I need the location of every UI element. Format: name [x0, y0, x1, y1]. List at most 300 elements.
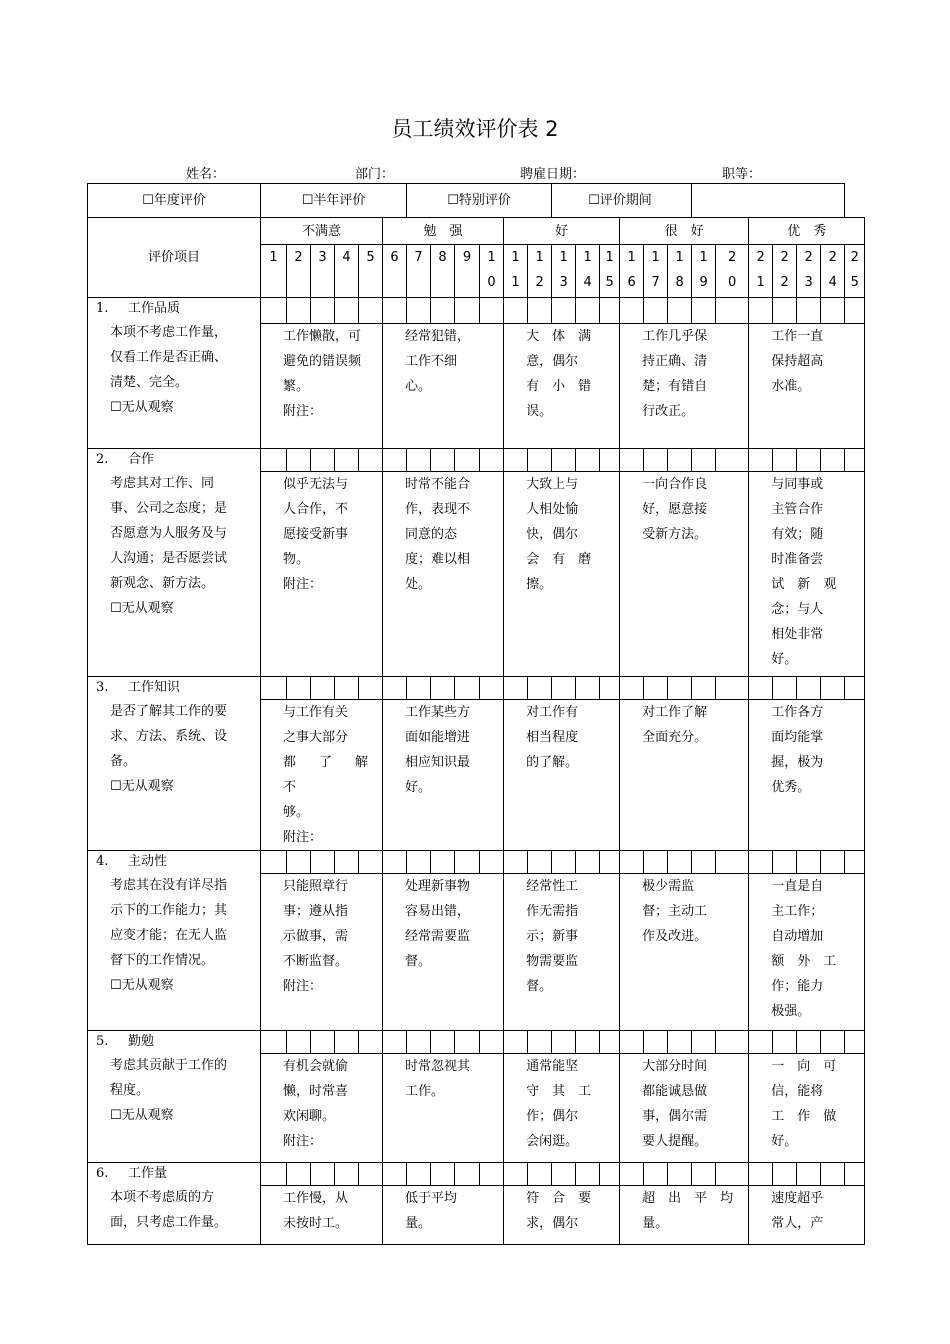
- score-box-22[interactable]: [773, 677, 797, 700]
- criterion-description-line: 应变才能；在无人监: [110, 928, 228, 943]
- score-box-10[interactable]: [480, 851, 504, 874]
- score-box-20[interactable]: [716, 1163, 749, 1186]
- level-description-line: 额 外 工: [771, 954, 837, 969]
- score-box-11[interactable]: [504, 677, 528, 700]
- criterion-description-line: 求、方法、系统、设: [110, 729, 228, 744]
- level-description-line: 督；主动工: [642, 904, 708, 919]
- score-box-19[interactable]: [692, 677, 716, 700]
- level-description-line: 人相处愉: [526, 502, 579, 517]
- group-excellent: 优 秀: [749, 218, 865, 245]
- score-box-20[interactable]: [716, 677, 749, 700]
- score-number-10: 1 0: [480, 245, 504, 298]
- score-box-18[interactable]: [668, 1031, 692, 1054]
- score-box-6[interactable]: [383, 1163, 407, 1186]
- level-description: [749, 324, 865, 449]
- score-box-15[interactable]: [600, 851, 620, 874]
- level-description-line: 懒，时常喜: [283, 1084, 349, 1099]
- criterion-description-line: 人沟通；是否愿尝试: [110, 551, 228, 566]
- score-box-8[interactable]: [431, 449, 455, 472]
- score-box-12[interactable]: [528, 677, 552, 700]
- level-description-line: 都能诚恳做: [642, 1084, 708, 1099]
- score-box-22[interactable]: [773, 851, 797, 874]
- score-number-9: 9: [455, 245, 480, 298]
- score-box-22[interactable]: [773, 1163, 797, 1186]
- score-box-24[interactable]: [821, 298, 845, 324]
- score-box-16[interactable]: [620, 1031, 644, 1054]
- score-box-9[interactable]: [455, 1163, 480, 1186]
- score-box-23[interactable]: [797, 1031, 821, 1054]
- criterion-score-row: [88, 851, 865, 874]
- level-description-line: 经常犯错，: [405, 329, 471, 345]
- level-description-line: 的了解。: [526, 755, 579, 770]
- special-review-checkbox[interactable]: ☐特别评价: [407, 184, 552, 218]
- score-box-2[interactable]: [287, 298, 311, 324]
- score-box-2[interactable]: [287, 851, 311, 874]
- score-box-1[interactable]: [261, 449, 287, 472]
- score-box-25[interactable]: [845, 851, 865, 874]
- score-box-20[interactable]: [716, 298, 749, 324]
- score-box-20[interactable]: [716, 851, 749, 874]
- criterion-item: [88, 298, 261, 449]
- score-box-6[interactable]: [383, 1031, 407, 1054]
- level-description: [383, 472, 504, 677]
- review-period-checkbox[interactable]: ☐评价期间: [552, 184, 692, 218]
- score-box-3[interactable]: [311, 1031, 335, 1054]
- grade-label: 职等：: [722, 167, 762, 182]
- score-box-14[interactable]: [576, 1031, 600, 1054]
- level-description-line: 心。: [405, 379, 432, 395]
- score-box-10[interactable]: [480, 677, 504, 700]
- score-box-21[interactable]: [749, 677, 773, 700]
- score-box-15[interactable]: [600, 677, 620, 700]
- score-box-19[interactable]: [692, 298, 716, 324]
- score-box-11[interactable]: [504, 298, 528, 324]
- evaluation-table: [87, 183, 865, 1245]
- score-box-2[interactable]: [287, 1163, 311, 1186]
- checkbox-icon[interactable]: ☐: [110, 779, 122, 794]
- not-observed-label: 无从观察: [121, 779, 174, 794]
- score-box-23[interactable]: [797, 851, 821, 874]
- score-box-5[interactable]: [359, 677, 383, 700]
- level-description-line: 时准备尝: [771, 552, 824, 567]
- score-box-17[interactable]: [644, 1163, 668, 1186]
- level-description-line: 持正确、清: [642, 354, 708, 370]
- score-box-19[interactable]: [692, 1031, 716, 1054]
- score-box-14[interactable]: [576, 449, 600, 472]
- score-box-21[interactable]: [749, 851, 773, 874]
- score-box-15[interactable]: [600, 1163, 620, 1186]
- level-description: [383, 874, 504, 1031]
- level-description-line: 相当程度: [526, 730, 579, 745]
- score-box-22[interactable]: [773, 449, 797, 472]
- score-box-18[interactable]: [668, 298, 692, 324]
- score-box-17[interactable]: [644, 298, 668, 324]
- score-box-20[interactable]: [716, 1031, 749, 1054]
- score-box-3[interactable]: [311, 851, 335, 874]
- checkbox-icon[interactable]: ☐: [110, 1108, 122, 1123]
- score-box-24[interactable]: [821, 677, 845, 700]
- score-box-18[interactable]: [668, 851, 692, 874]
- not-observed-label: 无从观察: [121, 1108, 174, 1123]
- level-description-line: 繁。: [283, 379, 310, 395]
- score-box-5[interactable]: [359, 1163, 383, 1186]
- not-observed-checkbox[interactable]: [110, 395, 248, 420]
- criterion-description-line: 督下的工作情况。: [110, 953, 215, 968]
- score-box-16[interactable]: [620, 298, 644, 324]
- not-observed-label: 无从观察: [121, 601, 174, 616]
- level-description-line: 时常不能合: [405, 477, 471, 492]
- criterion-description-line: 考虑其贡献于工作的: [110, 1058, 228, 1073]
- level-description-line: 楚；有错自: [642, 379, 708, 395]
- score-box-5[interactable]: [359, 851, 383, 874]
- score-box-17[interactable]: [644, 1031, 668, 1054]
- level-description-line: 优秀。: [771, 780, 811, 795]
- criterion-description-line: 事、公司之态度；是: [110, 501, 228, 516]
- score-box-12[interactable]: [528, 1163, 552, 1186]
- score-box-21[interactable]: [749, 1031, 773, 1054]
- score-box-1[interactable]: [261, 1031, 287, 1054]
- score-box-19[interactable]: [692, 1163, 716, 1186]
- score-box-24[interactable]: [821, 851, 845, 874]
- score-box-3[interactable]: [311, 677, 335, 700]
- score-box-8[interactable]: [431, 851, 455, 874]
- score-number-8: 8: [431, 245, 455, 298]
- score-box-10[interactable]: [480, 449, 504, 472]
- score-box-6[interactable]: [383, 677, 407, 700]
- level-description-line: 相应知识最: [405, 755, 471, 770]
- level-description-line: 面如能增进: [405, 730, 471, 745]
- level-description-line: 有机会就偷: [283, 1059, 349, 1074]
- score-box-14[interactable]: [576, 851, 600, 874]
- score-number-23: 2 3: [797, 245, 821, 298]
- score-box-4[interactable]: [335, 851, 359, 874]
- score-box-17[interactable]: [644, 449, 668, 472]
- score-box-4[interactable]: [335, 449, 359, 472]
- level-description-line: 督。: [526, 979, 553, 994]
- score-box-7[interactable]: [407, 1031, 431, 1054]
- level-description: [383, 1054, 504, 1163]
- score-box-4[interactable]: [335, 677, 359, 700]
- level-description-line: 要人提醒。: [642, 1134, 708, 1149]
- score-box-7[interactable]: [407, 1163, 431, 1186]
- score-box-3[interactable]: [311, 449, 335, 472]
- level-description: [620, 700, 749, 851]
- not-observed-checkbox[interactable]: [110, 1103, 248, 1128]
- level-description-line: 工作各方: [771, 705, 824, 720]
- level-description-line: 极少需监: [642, 879, 695, 894]
- criterion-item: [88, 677, 261, 851]
- score-box-5[interactable]: [359, 449, 383, 472]
- score-box-2[interactable]: [287, 1031, 311, 1054]
- score-box-13[interactable]: [552, 298, 576, 324]
- level-description-line: 极强。: [771, 1004, 811, 1019]
- score-box-23[interactable]: [797, 677, 821, 700]
- level-description-line: 有效；随: [771, 527, 824, 542]
- score-box-3[interactable]: [311, 298, 335, 324]
- criterion-name: 工作品质: [128, 301, 181, 316]
- score-box-21[interactable]: [749, 449, 773, 472]
- level-description: [504, 874, 620, 1031]
- level-description: [620, 324, 749, 449]
- score-number-1: 1: [261, 245, 287, 298]
- score-box-15[interactable]: [600, 1031, 620, 1054]
- score-box-14[interactable]: [576, 1163, 600, 1186]
- checkbox-icon[interactable]: ☐: [110, 601, 122, 616]
- level-description-line: 面均能掌: [771, 730, 824, 745]
- score-box-9[interactable]: [455, 1031, 480, 1054]
- note-label: 附注：: [283, 404, 323, 420]
- not-observed-label: 无从观察: [121, 400, 174, 415]
- score-box-6[interactable]: [383, 298, 407, 324]
- score-box-11[interactable]: [504, 1031, 528, 1054]
- score-box-21[interactable]: [749, 298, 773, 324]
- score-box-19[interactable]: [692, 851, 716, 874]
- score-box-13[interactable]: [552, 449, 576, 472]
- score-box-4[interactable]: [335, 1031, 359, 1054]
- score-box-18[interactable]: [668, 677, 692, 700]
- score-box-10[interactable]: [480, 298, 504, 324]
- criterion-description-line: 清楚、完全。: [110, 375, 189, 390]
- criterion-description-line: 本项不考虑工作量，: [110, 325, 228, 340]
- level-description-line: 保持超高: [771, 354, 824, 370]
- period-type-row: [88, 184, 865, 218]
- score-box-5[interactable]: [359, 1031, 383, 1054]
- annual-review-checkbox[interactable]: ☐年度评价: [88, 184, 261, 218]
- group-good: 好: [504, 218, 620, 245]
- not-observed-checkbox[interactable]: [110, 774, 248, 799]
- score-box-10[interactable]: [480, 1163, 504, 1186]
- score-box-7[interactable]: [407, 851, 431, 874]
- level-description-line: 符 合 要: [526, 1191, 592, 1206]
- level-description-line: 受新方法。: [642, 527, 708, 542]
- score-box-10[interactable]: [480, 1031, 504, 1054]
- score-box-4[interactable]: [335, 298, 359, 324]
- level-description-line: 工作懒散，可: [283, 329, 362, 345]
- semiannual-review-checkbox[interactable]: ☐半年评价: [261, 184, 407, 218]
- level-description-line: 主工作；: [771, 904, 824, 919]
- score-box-11[interactable]: [504, 449, 528, 472]
- level-description-line: 速度超乎: [771, 1191, 824, 1206]
- score-box-4[interactable]: [335, 1163, 359, 1186]
- score-box-6[interactable]: [383, 449, 407, 472]
- score-box-12[interactable]: [528, 851, 552, 874]
- item-header: 评价项目: [88, 218, 261, 298]
- score-box-7[interactable]: [407, 449, 431, 472]
- criterion-description-line: 考虑其在没有详尽指: [110, 878, 228, 893]
- score-box-13[interactable]: [552, 851, 576, 874]
- score-box-25[interactable]: [845, 449, 865, 472]
- score-box-18[interactable]: [668, 449, 692, 472]
- not-observed-checkbox[interactable]: [110, 973, 248, 998]
- score-box-15[interactable]: [600, 449, 620, 472]
- level-description-line: 好。: [405, 780, 432, 795]
- criterion-title: [88, 1031, 260, 1053]
- score-box-15[interactable]: [600, 298, 620, 324]
- score-box-9[interactable]: [455, 449, 480, 472]
- score-number-16: 1 6: [620, 245, 644, 298]
- level-description-line: 常人，产: [771, 1216, 824, 1231]
- score-box-22[interactable]: [773, 298, 797, 324]
- hire-date-label: 聘雇日期：: [520, 167, 586, 182]
- criterion-title: [88, 1163, 260, 1185]
- level-description-line: 擦。: [526, 577, 553, 592]
- score-number-18: 1 8: [668, 245, 692, 298]
- score-box-17[interactable]: [644, 677, 668, 700]
- level-description-line: 物需要监: [526, 954, 579, 969]
- score-number-6: 6: [383, 245, 407, 298]
- criterion-score-row: [88, 298, 865, 324]
- score-box-18[interactable]: [668, 1163, 692, 1186]
- level-description: [261, 324, 383, 449]
- score-box-16[interactable]: [620, 677, 644, 700]
- level-description: [504, 1054, 620, 1163]
- score-box-17[interactable]: [644, 851, 668, 874]
- level-description-line: 好。: [771, 1134, 798, 1149]
- criterion-title: [88, 449, 260, 471]
- score-box-25[interactable]: [845, 298, 865, 324]
- level-description: [620, 1186, 749, 1245]
- score-box-20[interactable]: [716, 449, 749, 472]
- score-box-13[interactable]: [552, 1031, 576, 1054]
- score-box-21[interactable]: [749, 1163, 773, 1186]
- note-label: 附注：: [283, 1134, 323, 1149]
- level-description-line: 只能照章行: [283, 879, 349, 894]
- score-box-25[interactable]: [845, 677, 865, 700]
- score-box-1[interactable]: [261, 298, 287, 324]
- score-box-14[interactable]: [576, 298, 600, 324]
- score-box-11[interactable]: [504, 1163, 528, 1186]
- not-observed-checkbox[interactable]: [110, 596, 248, 621]
- criterion-number: 5.: [96, 1034, 109, 1049]
- score-box-1[interactable]: [261, 677, 287, 700]
- score-box-14[interactable]: [576, 677, 600, 700]
- level-description: [504, 324, 620, 449]
- level-description: [749, 700, 865, 851]
- score-box-2[interactable]: [287, 449, 311, 472]
- level-description: [383, 324, 504, 449]
- score-number-24: 2 4: [821, 245, 845, 298]
- score-box-8[interactable]: [431, 298, 455, 324]
- score-box-24[interactable]: [821, 1163, 845, 1186]
- score-box-1[interactable]: [261, 1163, 287, 1186]
- level-description-line: 守 其 工: [526, 1084, 592, 1099]
- review-period-field[interactable]: [692, 184, 845, 218]
- criterion-item: [88, 1163, 261, 1245]
- score-box-24[interactable]: [821, 1031, 845, 1054]
- score-box-25[interactable]: [845, 1031, 865, 1054]
- score-box-13[interactable]: [552, 1163, 576, 1186]
- score-box-8[interactable]: [431, 1163, 455, 1186]
- score-box-16[interactable]: [620, 851, 644, 874]
- level-description-line: 求，偶尔: [526, 1216, 579, 1231]
- criterion-score-row: [88, 1031, 865, 1054]
- score-box-3[interactable]: [311, 1163, 335, 1186]
- score-number-2: 2: [287, 245, 311, 298]
- score-box-19[interactable]: [692, 449, 716, 472]
- group-unsatisfactory: 不满意: [261, 218, 383, 245]
- score-box-2[interactable]: [287, 677, 311, 700]
- level-description-line: 似乎无法与: [283, 477, 349, 492]
- score-box-8[interactable]: [431, 1031, 455, 1054]
- criterion-score-row: [88, 1163, 865, 1186]
- level-description-line: 工作。: [405, 1084, 445, 1099]
- level-description-line: 处理新事物: [405, 879, 471, 894]
- score-number-25: 2 5: [845, 245, 865, 298]
- level-description-line: 全面充分。: [642, 730, 708, 745]
- score-box-12[interactable]: [528, 298, 552, 324]
- score-box-16[interactable]: [620, 449, 644, 472]
- score-box-7[interactable]: [407, 677, 431, 700]
- score-number-20: 2 0: [716, 245, 749, 298]
- checkbox-icon[interactable]: ☐: [110, 400, 122, 415]
- score-box-7[interactable]: [407, 298, 431, 324]
- level-description-line: 经常需要监: [405, 929, 471, 944]
- level-description-line: 物。: [283, 552, 310, 567]
- level-description: [749, 1054, 865, 1163]
- score-box-9[interactable]: [455, 677, 480, 700]
- level-description-line: 作无需指: [526, 904, 579, 919]
- score-box-5[interactable]: [359, 298, 383, 324]
- score-box-22[interactable]: [773, 1031, 797, 1054]
- level-description: [620, 472, 749, 677]
- page-title: 员工绩效评价表 2: [391, 117, 559, 141]
- level-description-line: 处。: [405, 577, 432, 592]
- score-box-23[interactable]: [797, 449, 821, 472]
- score-box-12[interactable]: [528, 449, 552, 472]
- level-description: [749, 1186, 865, 1245]
- level-description-line: 大致上与: [526, 477, 579, 492]
- score-box-1[interactable]: [261, 851, 287, 874]
- score-box-6[interactable]: [383, 851, 407, 874]
- level-description-line: 意，偶尔: [526, 354, 579, 370]
- score-box-9[interactable]: [455, 298, 480, 324]
- level-description-line: 未按时工。: [283, 1216, 349, 1231]
- level-description-line: 作；能力: [771, 979, 824, 994]
- level-description-line: 人合作，不: [283, 502, 349, 517]
- criterion-number: 6.: [96, 1166, 109, 1181]
- criterion-item: [88, 449, 261, 677]
- score-box-11[interactable]: [504, 851, 528, 874]
- score-box-25[interactable]: [845, 1163, 865, 1186]
- level-description-line: 误。: [526, 404, 553, 420]
- score-number-15: 1 5: [600, 245, 620, 298]
- score-number-22: 2 2: [773, 245, 797, 298]
- level-description-line: 主管合作: [771, 502, 824, 517]
- checkbox-icon[interactable]: ☐: [110, 978, 122, 993]
- level-description-line: 好，愿意接: [642, 502, 708, 517]
- criterion-item: [88, 1031, 261, 1163]
- criterion-name: 合作: [128, 452, 155, 467]
- score-box-8[interactable]: [431, 677, 455, 700]
- score-box-23[interactable]: [797, 1163, 821, 1186]
- score-box-13[interactable]: [552, 677, 576, 700]
- level-description-line: 工作几乎保: [642, 329, 708, 345]
- criterion-title: [88, 677, 260, 699]
- score-number-11: 1 1: [504, 245, 528, 298]
- level-description-line: 信，能将: [771, 1084, 824, 1099]
- score-box-24[interactable]: [821, 449, 845, 472]
- level-description-line: 愿接受新事: [283, 527, 349, 542]
- level-description: [261, 1186, 383, 1245]
- score-box-16[interactable]: [620, 1163, 644, 1186]
- level-description-line: 避免的错误频: [283, 354, 362, 370]
- level-description-line: 够。: [283, 805, 310, 820]
- score-box-23[interactable]: [797, 298, 821, 324]
- score-box-9[interactable]: [455, 851, 480, 874]
- level-description: [504, 1186, 620, 1245]
- score-number-4: 4: [335, 245, 359, 298]
- score-box-12[interactable]: [528, 1031, 552, 1054]
